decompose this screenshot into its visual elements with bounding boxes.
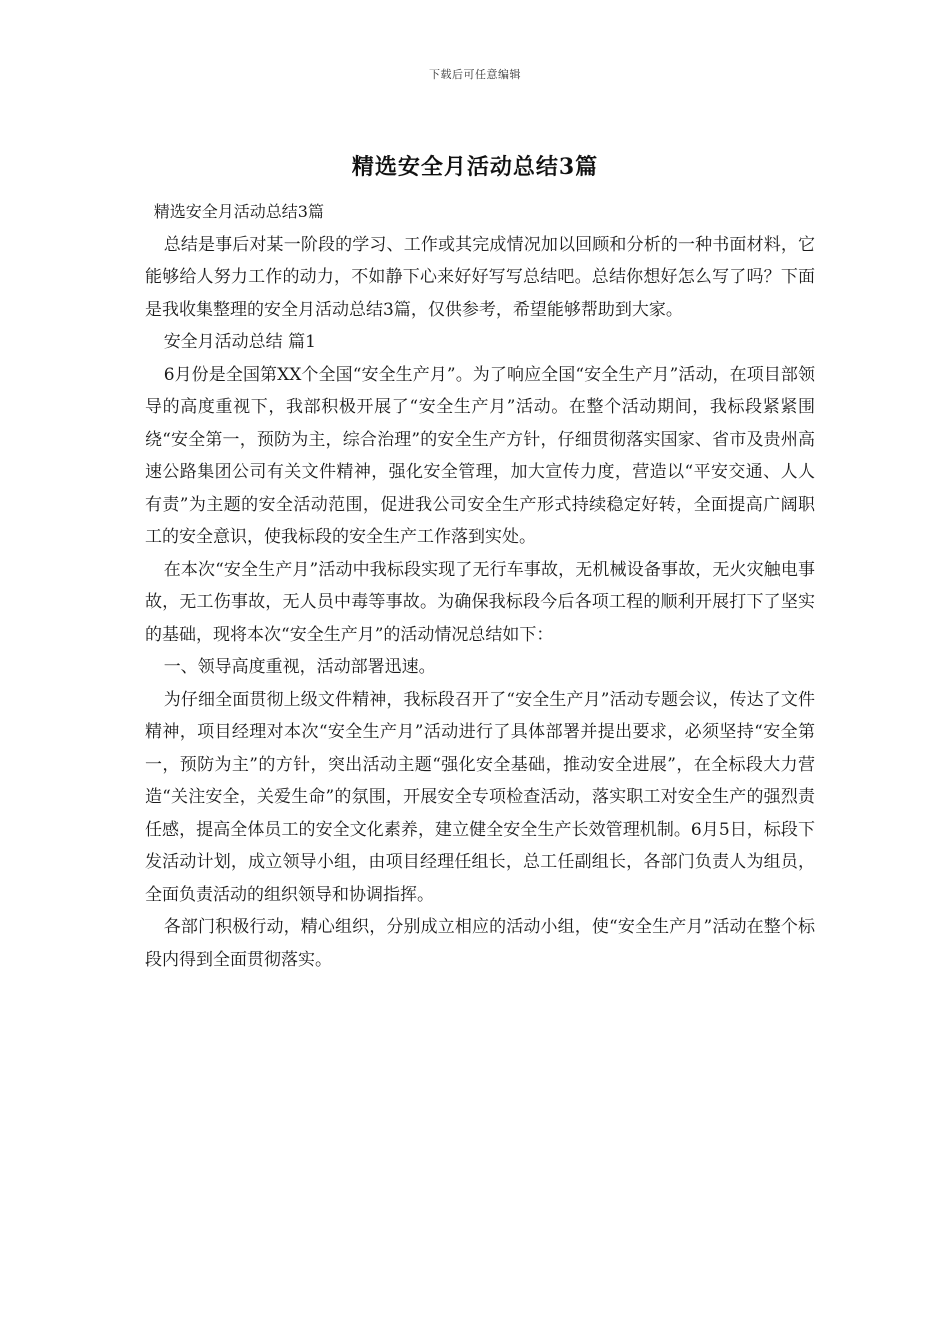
section-heading: 一、领导高度重视，活动部署迅速。: [163, 657, 436, 677]
body-paragraph: 在本次“安全生产月”活动中我标段实现了无行车事故，无机械设备事故，无火灾触电事故，无工伤事故，无人员中毒等事故。为确保我标段今后各项工程的顺利开展打下了坚实的基础，现将本次“安全生产月”的活动情况总结如下：: [145, 559, 815, 645]
document-title: 精选安全月活动总结3篇: [351, 154, 599, 180]
body-paragraph: 各部门积极行动，精心组织，分别成立相应的活动小组，使“安全生产月”活动在整个标段内得到全面贯彻落实。: [145, 917, 815, 970]
document-body: [145, 196, 815, 976]
body-paragraph: 6月份是全国第XX个全国“安全生产月”。为了响应全国“安全生产月”活动，在项目部领导的高度重视下，我部积极开展了“安全生产月”活动。在整个活动期间，我标段紧紧围绕“安全第一，预防为主，综合治理”的安全生产方针，仔细贯彻落实国家、省市及贵州高速公路集团公司有关文件精神，强化安全管理，加大宣传力度，营造以“平安交通、人人有责”为主题的安全活动范围，促进我公司安全生产形式持续稳定好转，全面提高广阔职工的安全意识，使我标段的安全生产工作落到实处。: [145, 364, 815, 547]
header-note: 下载后可任意编辑: [429, 68, 521, 81]
intro-paragraph: 总结是事后对某一阶段的学习、工作或其完成情况加以回顾和分析的一种书面材料，它能够给人努力工作的动力，不如静下心来好好写写总结吧。总结你想好怎么写了吗？下面是我收集整理的安全月活动总结3篇，仅供参考，希望能够帮助到大家。: [145, 234, 815, 320]
subtitle-paragraph: 精选安全月活动总结3篇: [153, 202, 324, 221]
section-heading: 安全月活动总结 篇1: [163, 332, 316, 352]
body-paragraph: 为仔细全面贯彻上级文件精神，我标段召开了“安全生产月”活动专题会议，传达了文件精神，项目经理对本次“安全生产月”活动进行了具体部署并提出要求，必须坚持“安全第一，预防为主”的方针，突出活动主题“强化安全基础，推动安全进展”，在全标段大力营造“关注安全，关爱生命”的氛围，开展安全专项检查活动，落实职工对安全生产的强烈责任感，提高全体员工的安全文化素养，建立健全安全生产长效管理机制。6月5日，标段下发活动计划，成立领导小组，由项目经理任组长，总工任副组长，各部门负责人为组员，全面负责活动的组织领导和协调指挥。: [145, 689, 815, 905]
